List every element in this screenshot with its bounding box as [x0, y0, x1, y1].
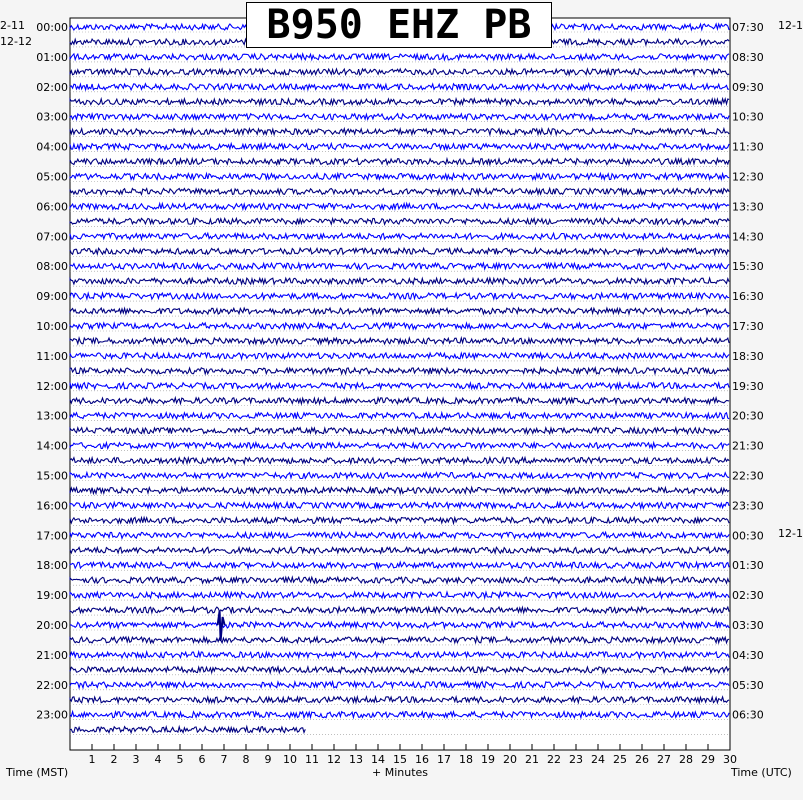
right-time-label: 14:30 — [732, 230, 764, 244]
right-time-label: 02:30 — [732, 589, 764, 603]
right-time-label: 11:30 — [732, 140, 764, 154]
left-time-label: 08:00 — [36, 260, 68, 274]
x-tick-label: 10 — [283, 753, 297, 766]
x-tick-label: 9 — [264, 753, 272, 766]
right-time-label: 03:30 — [732, 619, 764, 632]
left-time-label: 13:00 — [36, 409, 68, 423]
right-time-label: 23:30 — [732, 499, 764, 513]
left-time-label: 01:00 — [36, 50, 68, 64]
left-time-label: 04:00 — [36, 140, 68, 154]
x-tick-label: 12 — [327, 753, 341, 766]
right-time-label: 05:30 — [732, 678, 764, 692]
left-time-label: 17:00 — [36, 529, 68, 543]
date-left-top: 2-11 — [0, 19, 25, 32]
left-time-label: 22:00 — [36, 678, 68, 692]
x-tick-label: 20 — [503, 753, 517, 766]
x-tick-label: 11 — [305, 753, 319, 766]
right-time-label: 04:30 — [732, 648, 764, 662]
x-tick-label: 8 — [242, 753, 250, 766]
right-time-label: 15:30 — [732, 260, 764, 274]
right-time-label: 16:30 — [732, 290, 764, 304]
x-tick-label: 13 — [349, 753, 363, 766]
left-time-label: 03:00 — [36, 110, 68, 124]
x-tick-label: 19 — [481, 753, 495, 766]
x-tick-label: 6 — [198, 753, 206, 766]
right-time-label: 20:30 — [732, 409, 764, 423]
right-time-label: 13:30 — [732, 200, 764, 214]
date-right-mid: 12-1 — [778, 527, 803, 540]
bottom-axis-label: + Minutes — [372, 766, 429, 779]
x-tick-label: 22 — [547, 753, 561, 766]
date-right-top: 12-1 — [778, 19, 803, 32]
left-time-label: 07:00 — [36, 230, 68, 244]
x-tick-label: 26 — [635, 753, 649, 766]
x-tick-label: 28 — [679, 753, 693, 766]
left-time-label: 00:00 — [36, 21, 68, 34]
left-time-label: 15:00 — [36, 469, 68, 483]
left-time-label: 19:00 — [36, 589, 68, 603]
left-time-label: 11:00 — [36, 349, 68, 363]
left-time-label: 09:00 — [36, 290, 68, 304]
right-time-label: 21:30 — [732, 439, 764, 453]
date-left-start: 12-12 — [0, 35, 32, 48]
x-tick-label: 30 — [723, 753, 737, 766]
x-tick-label: 1 — [88, 753, 96, 766]
right-time-label: 18:30 — [732, 349, 764, 363]
right-time-label: 09:30 — [732, 80, 764, 94]
left-time-label: 05:00 — [36, 170, 68, 184]
x-tick-label: 17 — [437, 753, 451, 766]
right-time-label: 10:30 — [732, 110, 764, 124]
left-time-label: 21:00 — [36, 648, 68, 662]
right-time-label: 08:30 — [732, 50, 764, 64]
x-tick-label: 25 — [613, 753, 627, 766]
x-tick-label: 7 — [220, 753, 228, 766]
right-time-label: 19:30 — [732, 379, 764, 393]
left-time-label: 12:00 — [36, 379, 68, 393]
x-tick-label: 27 — [657, 753, 671, 766]
right-axis-label: Time (UTC) — [731, 766, 792, 779]
x-tick-label: 2 — [110, 753, 118, 766]
station-title: B950 EHZ PB — [246, 2, 552, 48]
x-tick-label: 14 — [371, 753, 385, 766]
left-time-label: 16:00 — [36, 499, 68, 513]
x-tick-label: 3 — [132, 753, 140, 766]
x-tick-label: 18 — [459, 753, 473, 766]
right-time-label: 12:30 — [732, 170, 764, 184]
left-time-label: 14:00 — [36, 439, 68, 453]
x-tick-label: 21 — [525, 753, 539, 766]
right-time-label: 00:30 — [732, 529, 764, 543]
x-tick-label: 29 — [701, 753, 715, 766]
x-tick-label: 24 — [591, 753, 605, 766]
left-time-label: 23:00 — [36, 708, 68, 722]
x-tick-label: 4 — [154, 753, 162, 766]
right-time-label: 06:30 — [732, 708, 764, 722]
x-tick-label: 16 — [415, 753, 429, 766]
left-time-label: 02:00 — [36, 80, 68, 94]
x-tick-label: 5 — [176, 753, 184, 766]
left-time-label: 20:00 — [36, 619, 68, 632]
left-axis-label: Time (MST) — [6, 766, 69, 779]
right-time-label: 01:30 — [732, 559, 764, 573]
right-time-label: 22:30 — [732, 469, 764, 483]
x-tick-label: 23 — [569, 753, 583, 766]
left-time-label: 06:00 — [36, 200, 68, 214]
left-time-label: 18:00 — [36, 559, 68, 573]
right-time-label: 17:30 — [732, 320, 764, 333]
left-time-label: 10:00 — [36, 320, 68, 333]
right-time-label: 07:30 — [732, 21, 764, 34]
x-tick-label: 15 — [393, 753, 407, 766]
